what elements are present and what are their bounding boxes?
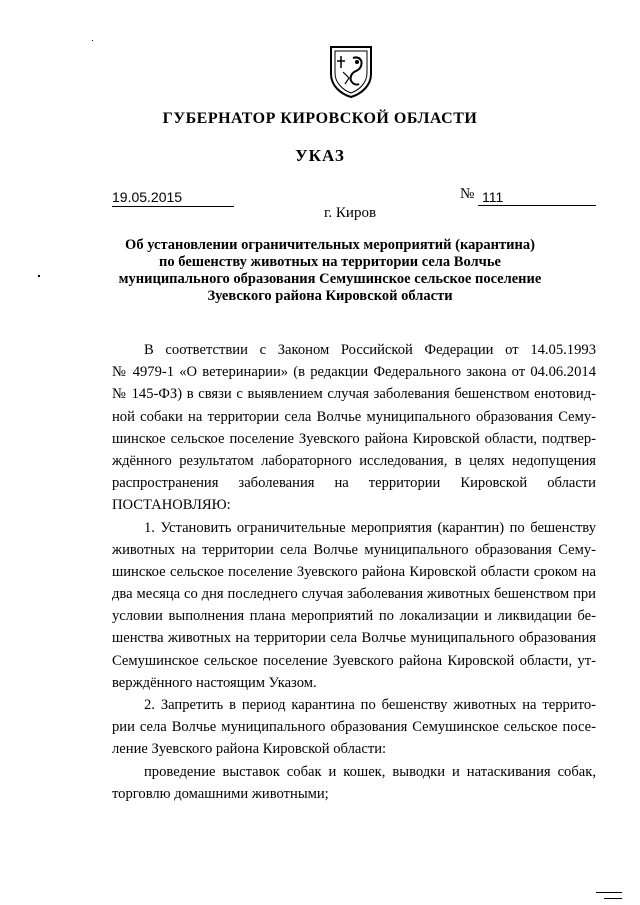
text-line: условии выполнения плана мероприятий по локализации и ликвидации бе- bbox=[112, 608, 596, 625]
number-label: № bbox=[460, 186, 475, 202]
issuer-title: ГУБЕРНАТОР КИРОВСКОЙ ОБЛАСТИ bbox=[162, 110, 478, 127]
text-line: проведение выставок собак и кошек, выводки и натаскивания собак, bbox=[144, 763, 596, 780]
kirov-oblast-coat-of-arms-icon bbox=[327, 44, 375, 98]
heading-line: муниципального образования Семушинское сельское поселение bbox=[118, 271, 542, 287]
clause-1-paragraph bbox=[112, 517, 596, 695]
text-line: верждённого настоящим Указом. bbox=[112, 674, 317, 691]
text-line: ление Зуевского района Кировской области: bbox=[112, 741, 387, 758]
text-line: животных на территории села Волчье муниципального образования Сему- bbox=[112, 541, 596, 558]
scan-artifact-dot bbox=[92, 40, 93, 41]
document-type: УКАЗ bbox=[295, 146, 345, 165]
text-line: 1. Установить ограничительные мероприятия (карантин) по бешенству bbox=[144, 519, 596, 536]
text-line: Семушинское сельское поселение Зуевского района Кировской области, ут- bbox=[112, 652, 596, 669]
scan-artifact-line bbox=[596, 892, 622, 893]
text-line: шинское сельское поселение Зуевского района Кировской области сроком на bbox=[112, 563, 596, 580]
text-line: ждённого результатом лабораторного исследования, в целях недопущения bbox=[112, 452, 596, 469]
decree-number: 111 bbox=[478, 188, 596, 206]
heading-line: Об установлении ограничительных мероприятий (карантина) bbox=[125, 237, 535, 253]
scan-artifact-dot bbox=[38, 275, 40, 277]
clause-2-item-paragraph bbox=[112, 761, 596, 805]
decree-date: 19.05.2015 bbox=[112, 188, 234, 207]
text-line: шинское сельское поселение Зуевского района Кировской области, подтвер- bbox=[112, 430, 596, 447]
text-line: распространения заболевания на территории Кировской области bbox=[112, 475, 596, 492]
city: г. Киров bbox=[323, 205, 377, 221]
clause-2-paragraph bbox=[112, 694, 596, 761]
text-line: 2. Запретить в период карантина по бешенству животных на террито- bbox=[144, 697, 596, 713]
text-line: ной собаки на территории села Волчье муниципального образования Сему- bbox=[112, 408, 596, 425]
text-line: два месяца со дня последнего случая заболевания животных бешенством при bbox=[112, 586, 596, 603]
text-line: ПОСТАНОВЛЯЮ: bbox=[112, 497, 231, 514]
text-line: рии села Волчье муниципального образования Семушинское сельское посе- bbox=[112, 719, 596, 736]
decree-body bbox=[112, 339, 596, 805]
text-line: № 4979-1 «О ветеринарии» (в редакции Федерального закона от 04.06.2014 bbox=[112, 364, 596, 381]
text-line: торговлю домашними животными; bbox=[112, 785, 329, 802]
text-line: В соответствии с Законом Российской Федерации от 14.05.1993 bbox=[144, 342, 596, 358]
heading-line: по бешенству животных на территории села Волчье bbox=[159, 254, 501, 270]
preamble-paragraph bbox=[112, 339, 596, 517]
text-line: шенства животных на территории села Волчье муниципального образования bbox=[112, 630, 596, 647]
heading-line: Зуевского района Кировской области bbox=[207, 288, 453, 304]
text-line: № 145-ФЗ) в связи с выявлением случая заболевания бешенством енотовид- bbox=[112, 386, 596, 403]
decree-heading bbox=[100, 237, 560, 305]
scan-artifact-line bbox=[604, 898, 622, 899]
